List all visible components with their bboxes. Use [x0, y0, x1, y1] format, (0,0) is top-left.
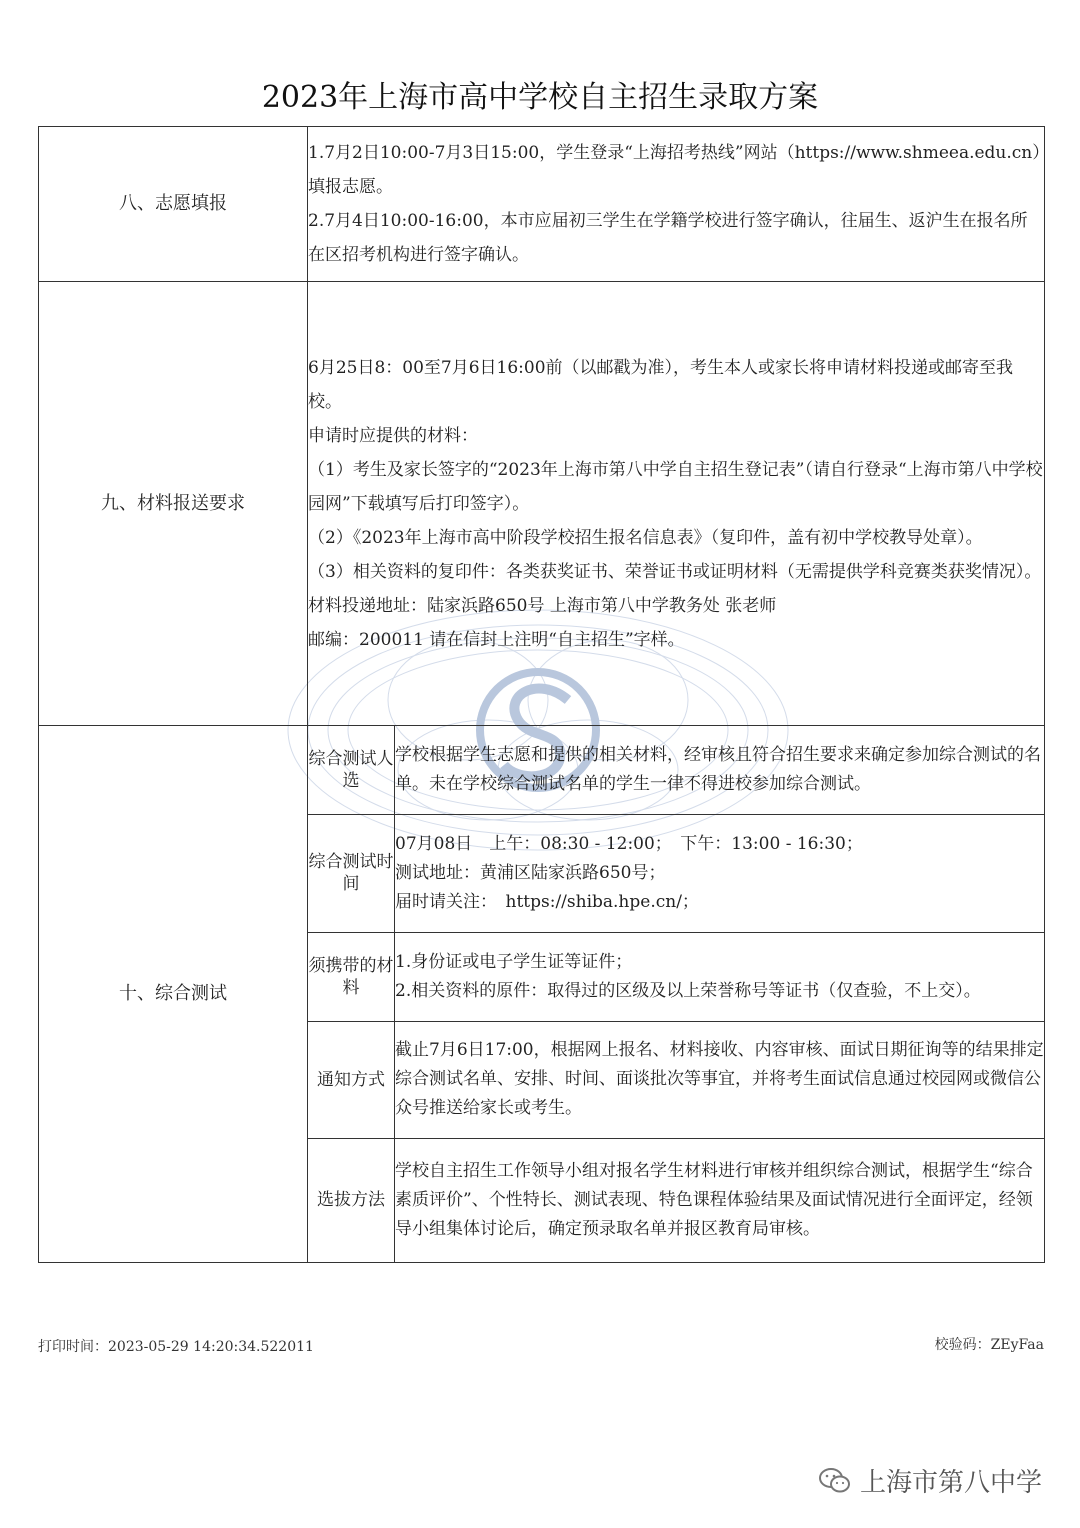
text-line: 2.相关资料的原件：取得过的区级及以上荣誉称号等证书（仅查验，不上交）。 [395, 980, 981, 1001]
section-row-10 [39, 726, 1045, 1263]
text-line: 测试地址：黄浦区陆家浜路650号； [395, 862, 666, 883]
test-row-label: 综合测试时间 [308, 814, 395, 932]
section-row-9 [39, 282, 1045, 726]
test-row [308, 726, 1044, 814]
text-line: 1.身份证或电子学生证等证件； [395, 951, 633, 972]
paragraph: 6月25日8：00至7月6日16:00前（以邮戳为准），考生本人或家长将申请材料投递或邮寄至我校。 [308, 357, 1014, 412]
text-line: 学校根据学生志愿和提供的相关材料，经审核且符合招生要求来确定参加综合测试的名单。未在学校综合测试名单的学生一律不得进校参加综合测试。 [395, 744, 1041, 794]
text-line: 截止7月6日17:00，根据网上报名、材料接收、内容审核、面试日期征询等的结果排定综合测试名单、安排、时间、面谈批次等事宜，并将考生面试信息通过校园网或微信公众号推送给家长或考生。 [395, 1040, 1044, 1118]
brand-name: 上海市第八中学 [860, 1468, 1043, 1498]
test-detail-table [308, 726, 1044, 1262]
document-title: 2023年上海市高中学校自主招生录取方案 [261, 80, 819, 115]
text-line: 学校自主招生工作领导小组对报名学生材料进行审核并组织综合测试，根据学生“综合素质评价”、个性特长、测试表现、特色课程体验结果及面试情况进行全面评定，经领导小组集体讨论后，确定预录取名单并报区教育局审核。 [395, 1160, 1033, 1239]
section-content-8 [308, 127, 1045, 282]
paragraph: 申请时应提供的材料： [308, 425, 478, 446]
test-row-label: 通知方式 [308, 1021, 395, 1138]
section-label-8: 八、志愿填报 [39, 127, 308, 282]
test-row [308, 932, 1044, 1021]
paragraph: 1.7月2日10:00-7月3日15:00，学生登录“上海招考热线”网站（https://www.shmeea.edu.cn）填报志愿。 [308, 143, 1041, 197]
test-row-label: 须携带的材料 [308, 932, 395, 1021]
paragraph: 邮编：200011 请在信封上注明“自主招生”字样。 [308, 629, 685, 650]
test-row [308, 1021, 1044, 1138]
test-row [308, 814, 1044, 932]
test-row-text [395, 814, 1045, 932]
wechat-icon [818, 1467, 852, 1495]
test-row-text [395, 726, 1045, 814]
section-label-10: 十、综合测试 [39, 726, 308, 1263]
section-row-8 [39, 127, 1045, 282]
test-row [308, 1138, 1044, 1262]
text-line: 届时请关注： https://shiba.hpe.cn/； [395, 891, 699, 912]
paragraph: （3）相关资料的复印件：各类获奖证书、荣誉证书或证明材料（无需提供学科竞赛类获奖情况）。 [308, 561, 1042, 582]
check-code: 校验码：ZEyFaa [934, 1337, 1044, 1353]
paragraph: （2）《2023年上海市高中阶段学校招生报名信息表》（复印件，盖有初中学校教导处章）。 [308, 527, 983, 548]
section-content-9 [308, 282, 1045, 726]
paragraph: 2.7月4日10:00-16:00，本市应届初三学生在学籍学校进行签字确认，往届生、返沪生在报名所在区招考机构进行签字确认。 [308, 211, 1028, 265]
wechat-brand [818, 1462, 1042, 1499]
print-time: 打印时间：2023-05-29 14:20:34.522011 [38, 1339, 314, 1355]
test-row-label: 综合测试人选 [308, 726, 395, 814]
test-row-text [395, 1021, 1045, 1138]
paragraph: 材料投递地址：陆家浜路650号 上海市第八中学教务处 张老师 [308, 595, 777, 616]
test-row-label: 选拔方法 [308, 1138, 395, 1262]
paragraph: （1）考生及家长签字的“2023年上海市第八中学自主招生登记表”（请自行登录“上海市第八中学校园网”下载填写后打印签字）。 [308, 459, 1043, 514]
section-content-10 [308, 726, 1045, 1263]
test-row-text [395, 932, 1045, 1021]
section-label-9: 九、材料报送要求 [39, 282, 308, 726]
text-line: 07月08日 上午：08:30 - 12:00； 下午：13:00 - 16:30； [395, 833, 863, 854]
test-row-text [395, 1138, 1045, 1262]
admission-plan-table [38, 126, 1045, 1263]
